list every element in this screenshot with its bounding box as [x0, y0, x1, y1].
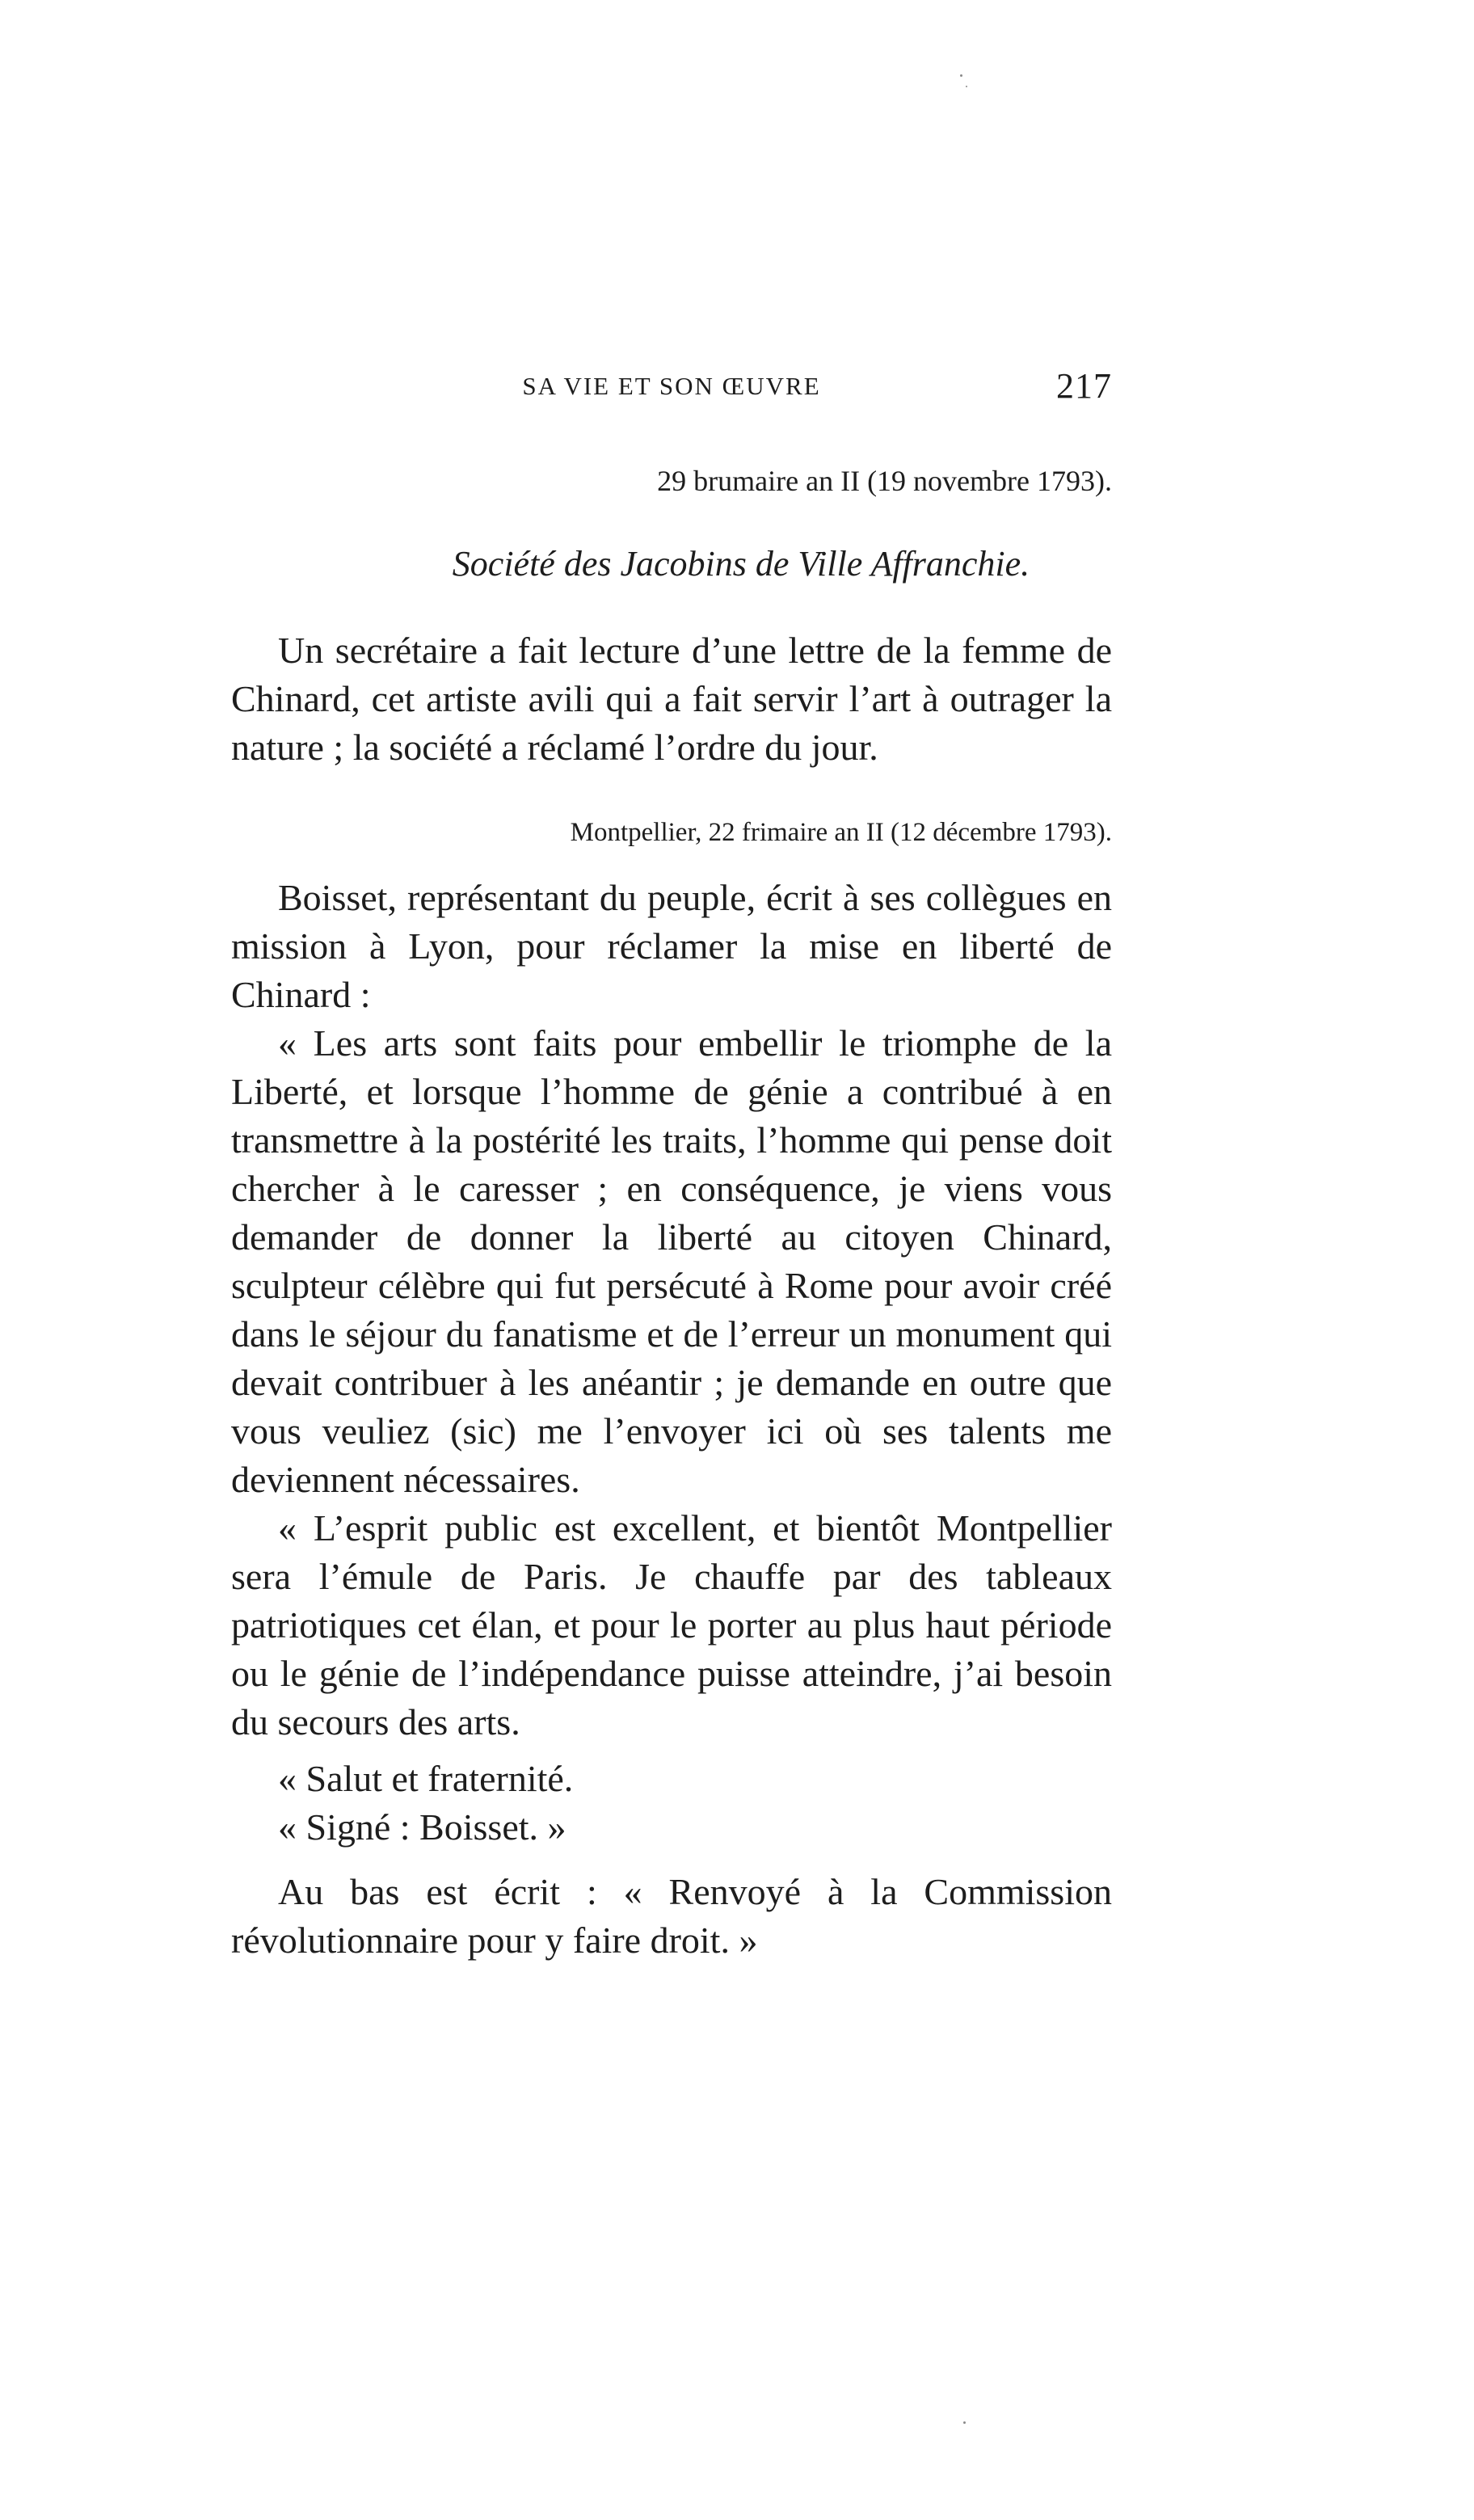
paragraph-letter-arts: « Les arts sont faits pour embellir le triomphe de la Liberté, et lorsque l’homme de génie a contribué à en transmettre à la postérité les traits, l’homme qui pense doit chercher à le caresser ; en conséquence, je viens vous demander de donner la liberté au citoyen Chinard, sculpteur célèbre qui fut persécuté à Rome pour avoir créé dans le séjour du fanatisme et de l’erreur un monument qui devait contribuer à les anéantir ; je demande en outre que vous veuliez (sic) me l’envoyer ici où ses talents me deviennent nécessaires.	[231, 1022, 1112, 1500]
running-head	[231, 365, 1112, 414]
letter-block	[231, 874, 1112, 1965]
paragraph-renvoye: Au bas est écrit : « Renvoyé à la Commission révolutionnaire pour y faire droit. »	[231, 1871, 1112, 1961]
paragraph-boisset-intro: Boisset, représentant du peuple, écrit à ses collègues en mission à Lyon, pour réclamer la mise en liberté de Chinard :	[231, 877, 1112, 1015]
paper-speck	[963, 2421, 966, 2424]
paragraph-letter-esprit: « L’esprit public est excellent, et bientôt Montpellier sera l’émule de Paris. Je chauffe par des tableaux patriotiques cet élan, et pour le porter au plus haut période ou le génie de l’indépendance puisse atteindre, j’ai besoin du secours des arts.	[231, 1507, 1112, 1743]
paragraph-salut: « Salut et fraternité.	[278, 1758, 574, 1799]
paragraph-signature: « Signé : Boisset. »	[278, 1806, 566, 1848]
paper-speck	[966, 86, 967, 87]
source-heading: Société des Jacobins de Ville Affranchie.	[452, 544, 1030, 584]
page-number: 217	[1056, 366, 1112, 406]
paper-speck	[960, 74, 962, 77]
dateline-frimaire: Montpellier, 22 frimaire an II (12 décembre 1793).	[570, 818, 1112, 847]
paragraph-jacobins: Un secrétaire a fait lecture d’une lettre de la femme de Chinard, cet artiste avili qui a fait servir l’art à outrager la nature ; la société a réclamé l’ordre du jour.	[231, 630, 1112, 768]
dateline-brumaire: 29 brumaire an II (19 novembre 1793).	[657, 465, 1112, 497]
running-title: SA VIE ET SON ŒUVRE	[522, 372, 821, 400]
